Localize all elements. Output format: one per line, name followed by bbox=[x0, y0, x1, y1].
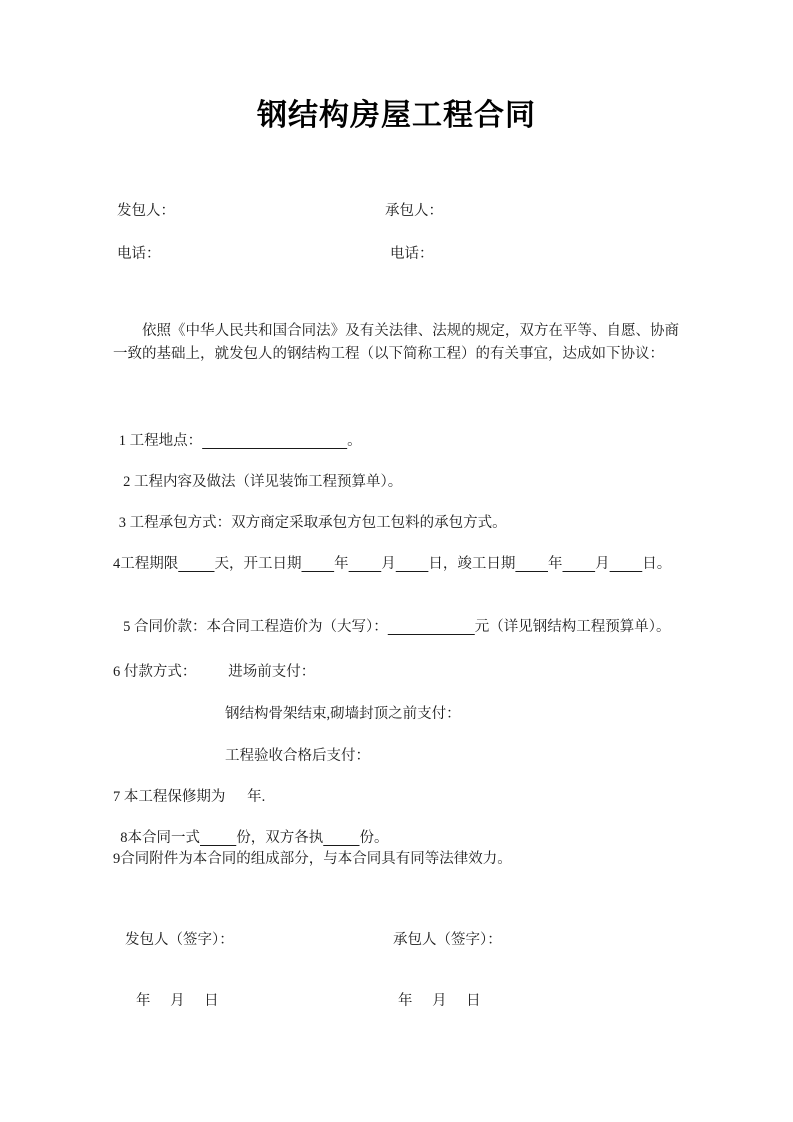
contractor-label: 承包人： bbox=[385, 203, 443, 219]
payment-milestone-1: 进场前支付： bbox=[228, 664, 316, 680]
clause-1-label: 工程地点： bbox=[129, 433, 203, 449]
clause-1-tail: 。 bbox=[347, 433, 362, 449]
clause-2-number: 2 bbox=[123, 474, 131, 490]
page-title: 钢结构房屋工程合同 bbox=[257, 99, 536, 132]
clause-5-number: 5 bbox=[123, 619, 131, 635]
clause-7-part-2: 年. bbox=[247, 789, 266, 805]
preamble-paragraph: 依照《中华人民共和国合同法》及有关法律、法规的规定，双方在平等、自愿、协商一致的基础上，就发包人的钢结构工程（以下简称工程）的有关事宜，达成如下协议： bbox=[113, 323, 679, 362]
clause-6-number: 6 bbox=[113, 664, 121, 680]
clause-1-number: 1 bbox=[118, 433, 127, 449]
clause-8-copies-blank[interactable] bbox=[200, 830, 236, 846]
clause-4-part-6: 年 bbox=[548, 556, 563, 572]
clause-5 bbox=[113, 616, 681, 639]
clause-4-end-month-blank[interactable] bbox=[563, 556, 596, 572]
clause-5-amount-blank[interactable] bbox=[388, 619, 475, 635]
clause-4-duration-blank[interactable] bbox=[178, 556, 214, 572]
clause-6 bbox=[113, 661, 681, 684]
clause-4-part-5: 日，竣工日期 bbox=[428, 556, 516, 572]
payment-milestone-3: 工程验收合格后支付： bbox=[225, 748, 370, 764]
payment-milestone-2: 钢结构骨架结束,砌墙封顶之前支付： bbox=[225, 706, 461, 722]
clause-4-part-7: 月 bbox=[595, 556, 610, 572]
clause-4-start-day-blank[interactable] bbox=[396, 556, 429, 572]
contractor-signature-label[interactable]: 承包人（签字）： bbox=[393, 932, 502, 948]
clause-4-part-4: 月 bbox=[381, 556, 396, 572]
clause-4-start-month-blank[interactable] bbox=[349, 556, 382, 572]
clause-4-part-8: 日。 bbox=[642, 556, 672, 572]
clause-9-text: 合同附件为本合同的组成部分，与本合同具有同等法律效力。 bbox=[120, 851, 512, 867]
clause-8-part-3: 份。 bbox=[359, 830, 389, 846]
clause-4-end-year-blank[interactable] bbox=[515, 556, 548, 572]
clause-2-text: 工程内容及做法（详见装饰工程预算单）。 bbox=[134, 474, 403, 490]
clause-5-part-2: 元（详见钢结构工程预算单）。 bbox=[474, 619, 671, 635]
clause-4-number: 4 bbox=[113, 556, 121, 572]
clause-4-part-2: 天，开工日期 bbox=[214, 556, 302, 572]
clause-7-number: 7 bbox=[113, 789, 121, 805]
clause-5-part-1: 合同价款：本合同工程造价为（大写）： bbox=[134, 619, 388, 635]
clause-4-end-day-blank[interactable] bbox=[610, 556, 643, 572]
clause-3-text: 工程承包方式：双方商定采取承包方包工包料的承包方式。 bbox=[129, 515, 507, 531]
clause-4-part-1: 工程期限 bbox=[120, 556, 179, 572]
employer-label: 发包人： bbox=[117, 203, 175, 219]
clause-4 bbox=[113, 553, 681, 576]
clause-8 bbox=[113, 827, 681, 850]
clause-1-blank[interactable] bbox=[202, 433, 347, 449]
clause-3-number: 3 bbox=[118, 515, 127, 531]
clause-7 bbox=[113, 786, 681, 809]
clause-4-part-3: 年 bbox=[334, 556, 349, 572]
employer-date-stub[interactable]: 年 月 日 bbox=[136, 993, 227, 1009]
clause-2 bbox=[113, 471, 681, 494]
employer-signature-label[interactable]: 发包人（签字）： bbox=[125, 932, 234, 948]
contractor-phone-label: 电话： bbox=[390, 246, 434, 262]
clause-1 bbox=[113, 430, 681, 453]
employer-phone-label: 电话： bbox=[117, 246, 161, 262]
clause-9-number: 9 bbox=[113, 851, 121, 867]
clause-8-number: 8 bbox=[120, 830, 128, 846]
clause-7-part-1: 本工程保修期为 bbox=[123, 789, 226, 805]
clause-8-part-1: 本合同一式 bbox=[127, 830, 200, 846]
clause-8-part-2: 份，双方各执 bbox=[236, 830, 324, 846]
clause-4-start-year-blank[interactable] bbox=[302, 556, 335, 572]
clause-3 bbox=[113, 512, 681, 535]
clause-9 bbox=[113, 848, 681, 871]
clause-7-warranty-blank[interactable] bbox=[225, 789, 247, 805]
contractor-date-stub[interactable]: 年 月 日 bbox=[398, 993, 489, 1009]
clause-8-each-blank[interactable] bbox=[323, 830, 359, 846]
clause-6-label: 付款方式： bbox=[123, 664, 197, 680]
